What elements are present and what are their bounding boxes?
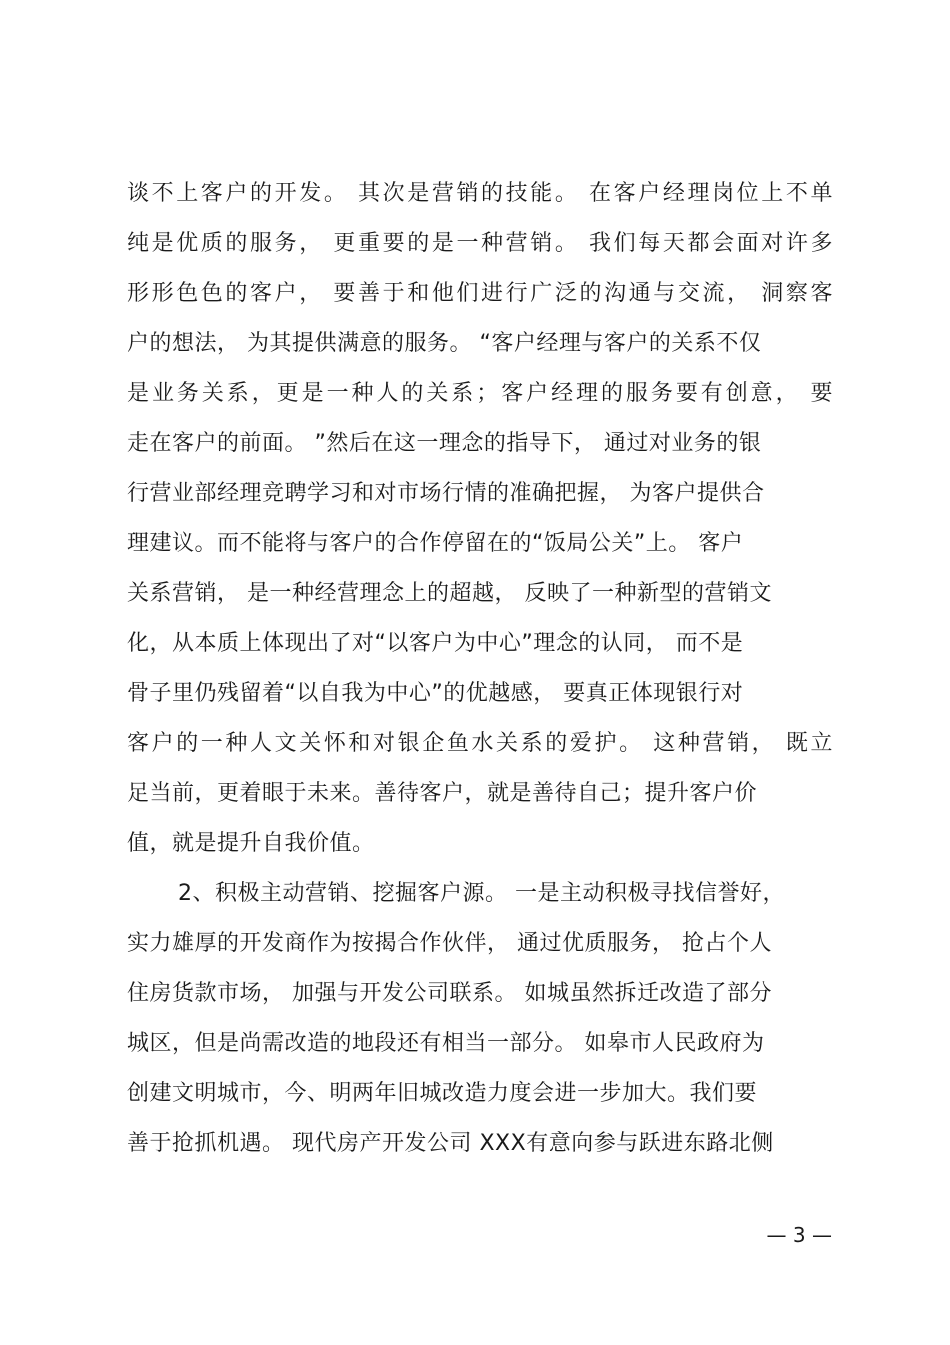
text-line: 是业务关系，更是一种人的关系；客户经理的服务要有创意， 要 [127,381,833,406]
text-line: 城区，但是尚需改造的地段还有相当一部分。 如皋市人民政府为 [127,1031,765,1056]
text-line: 骨子里仍残留着“以自我为中心”的优越感， 要真正体现银行对 [127,681,744,706]
text-line: 值，就是提升自我价值。 [127,831,375,856]
text-line: 形形色色的客户， 要善于和他们进行广泛的沟通与交流， 洞察客 [127,281,833,306]
text-line: 善于抢抓机遇。 现代房产开发公司 XXX有意向参与跃进东路北侧 [127,1131,774,1156]
text-line: 住房货款市场， 加强与开发公司联系。 如城虽然拆迁改造了部分 [127,981,772,1006]
text-line: 客户的一种人文关怀和对银企鱼水关系的爱护。 这种营销， 既立 [127,731,833,756]
text-line: 走在客户的前面。 ”然后在这一理念的指导下， 通过对业务的银 [127,431,762,456]
paragraph-start-line: 2、积极主动营销、挖掘客户源。 一是主动积极寻找信誉好， [178,881,785,906]
text-line: 化，从本质上体现出了对“以客户为中心”理念的认同， 而不是 [127,631,744,656]
text-line: 纯是优质的服务， 更重要的是一种营销。 我们每天都会面对许多 [127,231,833,256]
text-line: 足当前，更着眼于未来。善待客户，就是善待自己；提升客户价 [127,781,758,806]
text-line: 创建文明城市，今、明两年旧城改造力度会进一步加大。我们要 [127,1081,758,1106]
text-line: 行营业部经理竞聘学习和对市场行情的准确把握， 为客户提供合 [127,481,765,506]
page-number: — 3 — [766,1223,832,1247]
text-line: 关系营销， 是一种经营理念上的超越， 反映了一种新型的营销文 [127,581,772,606]
text-line: 理建议。而不能将与客户的合作停留在的“饭局公关”上。 客户 [127,531,744,556]
text-line: 实力雄厚的开发商作为按揭合作伙伴， 通过优质服务， 抢占个人 [127,931,772,956]
text-line: 谈不上客户的开发。 其次是营销的技能。 在客户经理岗位上不单 [127,181,833,206]
text-line: 户的想法， 为其提供满意的服务。 “客户经理与客户的关系不仅 [127,331,762,356]
